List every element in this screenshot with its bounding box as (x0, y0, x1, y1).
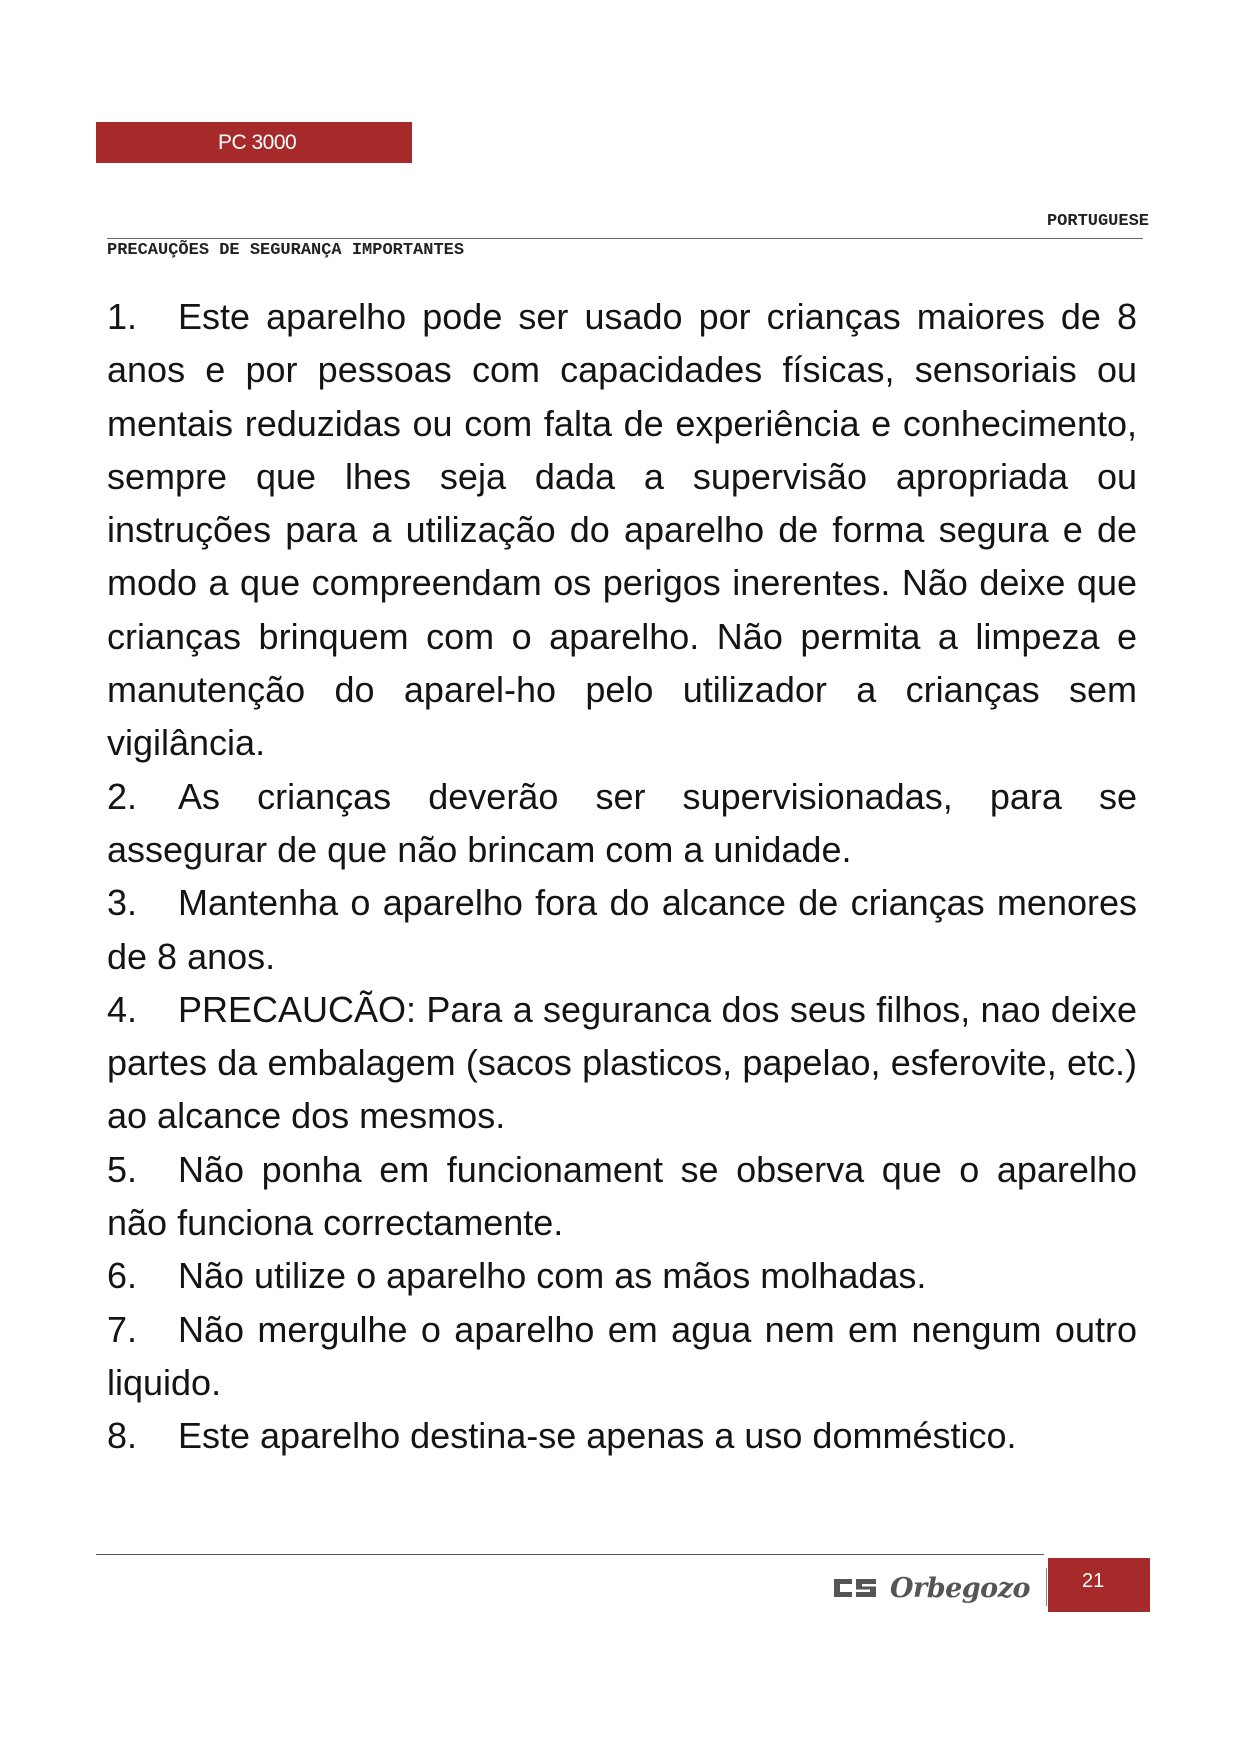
brand-logo (832, 1568, 1030, 1608)
list-item (107, 1409, 1137, 1462)
item-number: 4. (107, 988, 138, 1030)
precautions-list (107, 290, 1137, 1463)
language-label: PORTUGUESE (1046, 212, 1149, 231)
list-item (107, 770, 1137, 877)
brand-mark-icon (832, 1577, 878, 1599)
item-number: 5. (107, 1148, 138, 1190)
item-text: Não utilize o aparelho com as mãos molhadas. (178, 1255, 927, 1297)
list-item (107, 1249, 1137, 1302)
list-item (107, 983, 1137, 1143)
model-banner (96, 122, 412, 163)
item-text: Não ponha em funcionament se observa que o aparelho não funciona correctamente. (107, 1148, 1137, 1244)
item-text: Não mergulhe o aparelho em agua nem em nengum outro liquido. (107, 1308, 1137, 1403)
brand-name: Orbegozo (890, 1572, 1031, 1604)
list-item (107, 1143, 1137, 1250)
item-text: PRECAUCÃO: Para a seguranca dos seus filhos, nao deixe partes da embalagem (sacos plasticos, papelao, esferovite, etc.) ao alcance dos mesmos. (107, 988, 1137, 1137)
list-item (107, 876, 1137, 983)
footer-separator (1046, 1568, 1047, 1606)
section-title: PRECAUÇÕES DE SEGURANÇA IMPORTANTES (107, 241, 465, 260)
item-number: 7. (107, 1308, 138, 1350)
footer-divider (96, 1554, 1044, 1555)
item-number: 1. (107, 296, 138, 337)
page-number-box (1048, 1558, 1150, 1612)
model-label: PC 3000 (218, 131, 297, 154)
item-text: As crianças deverão ser supervisionadas, para se assegurar de que não brincam com a unidade. (107, 775, 1137, 870)
page-number: 21 (1082, 1570, 1105, 1592)
list-item (107, 290, 1137, 770)
list-item (107, 1303, 1137, 1410)
item-number: 3. (107, 882, 138, 924)
item-number: 8. (107, 1415, 138, 1457)
header-divider (107, 238, 1143, 239)
item-text: Mantenha o aparelho fora do alcance de crianças menores de 8 anos. (107, 882, 1137, 977)
item-text: Este aparelho pode ser usado por crianças maiores de 8 anos e por pessoas com capacidades físicas, sensoriais ou mentais reduzidas ou com falta de experiência e conhecimento, sempre que lhes seja dada a supervisão apropriada ou instruções para a utilização do aparelho de forma segura e de modo a que compreendam os perigos inerentes. Não deixe que crianças brinquem com o aparelho. Não permita a limpeza e manutenção do aparel-ho pelo utilizador a crianças sem vigilância. (107, 296, 1137, 764)
item-text: Este aparelho destina-se apenas a uso domméstico. (178, 1415, 1017, 1457)
item-number: 2. (107, 775, 138, 817)
item-number: 6. (107, 1255, 138, 1297)
